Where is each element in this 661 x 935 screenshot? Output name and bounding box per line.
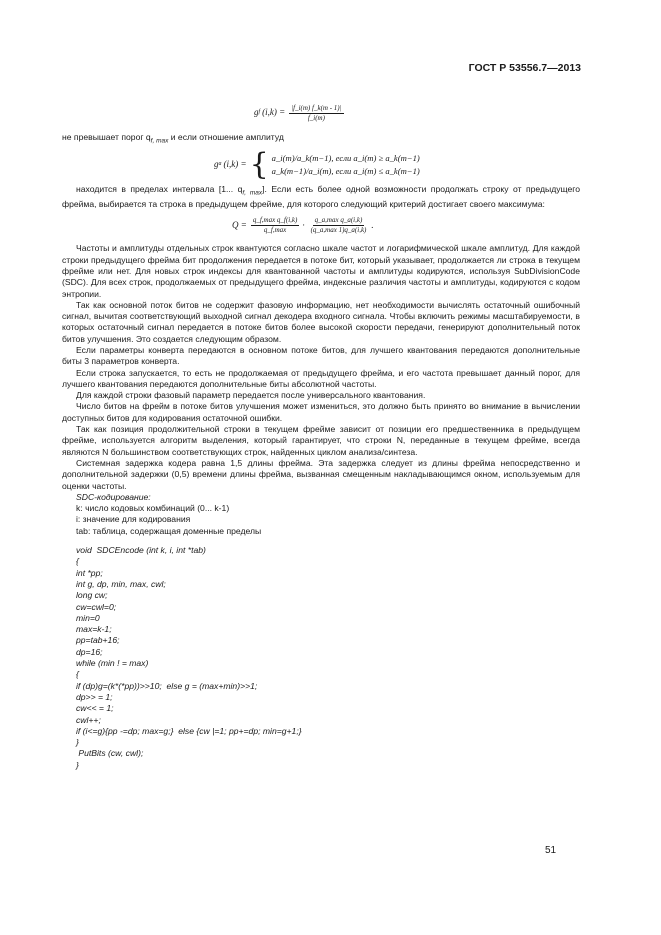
code-line: { bbox=[76, 669, 79, 680]
code-line: void SDCEncode (int k, i, int *tab) bbox=[76, 545, 206, 556]
body-paragraph: Так как основной поток битов не содержит фазовую информацию, нет необходимости вычислять остаточный ошибочный сигнал, вычитая соответствующий выходной сигнал декодера входного сигнала. Чтобы включить режимы масштабируемости, в которых остаточный сигнал передается в потоке битов более высокой скорости передачи, генерируют дополнительный поток битов улучшения. Это создается следующим образом. bbox=[62, 299, 580, 344]
interval-text-end: ]. Если есть более одной возможности продолжать строку от предыдущего фрейма, выбирается та строка в предыдущем фрейме, для которого следующий критерий достигает своего максимума: bbox=[62, 184, 580, 210]
formula-q-f1-num: q_f,max q_f(i,k) bbox=[252, 216, 298, 225]
threshold-text bbox=[62, 132, 580, 147]
code-line: pp=tab+16; bbox=[76, 635, 120, 646]
body-paragraph: Так как позиция продолжительной строки в текущем фрейме зависит от позиции его предшественника в предыдущем фрейме, используется алгоритм выделения, который гарантирует, что строки N, переданные в текущем фрейме, всегда являются N большинством соответствующих строк, найденных циклом анализа/синтеза. bbox=[62, 424, 580, 457]
sdc-intro-line: tab: таблица, содержащая доменные пределы bbox=[76, 525, 262, 536]
formula-gf bbox=[254, 94, 580, 132]
interval-text-sub: f, max bbox=[242, 189, 263, 197]
page-content bbox=[62, 94, 580, 771]
threshold-text-end: и если отношение амплитуд bbox=[168, 132, 284, 142]
formula-q-fraction1 bbox=[251, 216, 300, 235]
threshold-text-main: не превышает порог q bbox=[62, 132, 151, 142]
formula-ga-case1: a_i(m)/a_k(m−1), если a_i(m) ≥ a_k(m−1) bbox=[271, 153, 420, 164]
formula-ga bbox=[214, 147, 580, 183]
formula-gf-numerator: |f_i(m) f_k(m - 1)| bbox=[291, 103, 342, 112]
formula-gf-sub: f bbox=[258, 109, 261, 116]
sdc-intro-line: k: число кодовых комбинаций (0... k-1) bbox=[76, 503, 230, 514]
code-line: } bbox=[76, 759, 79, 770]
code-line: while (min ! = max) bbox=[76, 658, 149, 669]
formula-gf-args: (i,k) = bbox=[262, 107, 286, 118]
document-header: ГОСТ Р 53556.7—2013 bbox=[468, 62, 581, 74]
spacer bbox=[62, 537, 580, 545]
code-line: long cw; bbox=[76, 590, 108, 601]
code-line: max=k-1; bbox=[76, 624, 112, 635]
code-line: if (i<=g){pp -=dp; max=g;} else {cw |=1; pp+=dp; min=g+1;} bbox=[76, 725, 302, 736]
interval-text-main: находится в пределах интервала [1... q bbox=[76, 184, 243, 195]
formula-ga-sub: a bbox=[218, 161, 222, 168]
formula-q-f2-den: (q_a,max 1)q_a(i,k) bbox=[310, 226, 367, 235]
multiply-dot: · bbox=[302, 220, 305, 231]
formula-gf-denominator: f_i(m) bbox=[307, 113, 325, 122]
end-dot: . bbox=[371, 220, 374, 231]
formula-ga-args: (i,k) = bbox=[223, 159, 247, 170]
code-line: cwl++; bbox=[76, 714, 101, 725]
formula-q-lhs: Q = bbox=[232, 220, 247, 231]
code-line: min=0 bbox=[76, 612, 100, 623]
formula-q-fraction2 bbox=[309, 216, 369, 235]
formula-q-f2-num: q_a,max q_a(i,k) bbox=[314, 216, 363, 225]
formula-ga-lhs: g bbox=[214, 159, 219, 170]
body-paragraph: Частоты и амплитуды отдельных строк квантуются согласно шкале частот и логарифмической шкале амплитуд. Для каждой строки предыдущего фрейма бит продолжения передается в потоке бит, который указывает, продолжается ли строка в текущем фрейме или нет. Для новых строк индексы для квантованной частоты и амплитуды кодируются, используя SubDivisionCode (SDC). Для всех строк, продолжаемых от предыдущего фрейма, индексные различия частоты и амплитуды, кодируются с кодом энтропии. bbox=[62, 243, 580, 299]
sdc-intro-line: SDC-кодирование: bbox=[76, 491, 151, 502]
code-line: PutBits (cw, cwl); bbox=[76, 748, 144, 759]
body-paragraph: Для каждой строки фазовый параметр передается после универсального квантования. bbox=[76, 390, 426, 401]
body-paragraph: Если параметры конверта передаются в основном потоке битов, для лучшего квантования передаются дополнительные биты 3 параметров конверта. bbox=[62, 345, 580, 367]
formula-ga-cases bbox=[272, 152, 420, 178]
sdc-intro bbox=[76, 492, 580, 537]
code-block bbox=[76, 545, 580, 771]
code-line: int *pp; bbox=[76, 567, 103, 578]
code-line: int g, dp, min, max, cwl; bbox=[76, 578, 166, 589]
brace-symbol: { bbox=[249, 147, 269, 183]
formula-q-f1-den: q_f,max bbox=[263, 226, 287, 235]
formula-gf-lhs: g bbox=[254, 107, 259, 118]
threshold-text-sub: f, max bbox=[150, 137, 169, 145]
page-number: 51 bbox=[545, 845, 557, 856]
sdc-intro-line: i: значение для кодирования bbox=[76, 514, 191, 525]
body-paragraph: Число битов на фрейм в потоке битов улучшения может измениться, это должно быть принято во внимание в вычислении доступных битов для кодирования остаточной ошибки. bbox=[62, 401, 580, 423]
code-line: if (dp)g=(k*(*pp))>>10; else g = (max+min)>>1; bbox=[76, 680, 258, 691]
code-line: dp=16; bbox=[76, 646, 103, 657]
code-line: cw=cwl=0; bbox=[76, 601, 117, 612]
interval-paragraph bbox=[62, 184, 580, 210]
code-line: { bbox=[76, 556, 79, 567]
code-line: } bbox=[76, 737, 79, 748]
formula-gf-fraction bbox=[289, 104, 343, 123]
formula-q bbox=[232, 216, 580, 235]
code-line: cw<< = 1; bbox=[76, 703, 114, 714]
body-paragraph: Системная задержка кодера равна 1,5 длины фрейма. Эта задержка следует из длины фрейма непосредственно и дополнительной задержки (0,5) времени длины фрейма, вызванная смещенным накладывающимся окном, используемым для оценки частоты. bbox=[62, 457, 580, 491]
body-paragraph: Если строка запускается, то есть не продолжаемая от предыдущего фрейма, и его частота превышает данный порог, для лучшего квантования передаются дополнительные биты абсолютной частоты. bbox=[62, 367, 580, 389]
formula-ga-case2: a_k(m−1)/a_i(m), если a_i(m) ≤ a_k(m−1) bbox=[271, 166, 420, 177]
code-line: dp>> = 1; bbox=[76, 691, 113, 702]
